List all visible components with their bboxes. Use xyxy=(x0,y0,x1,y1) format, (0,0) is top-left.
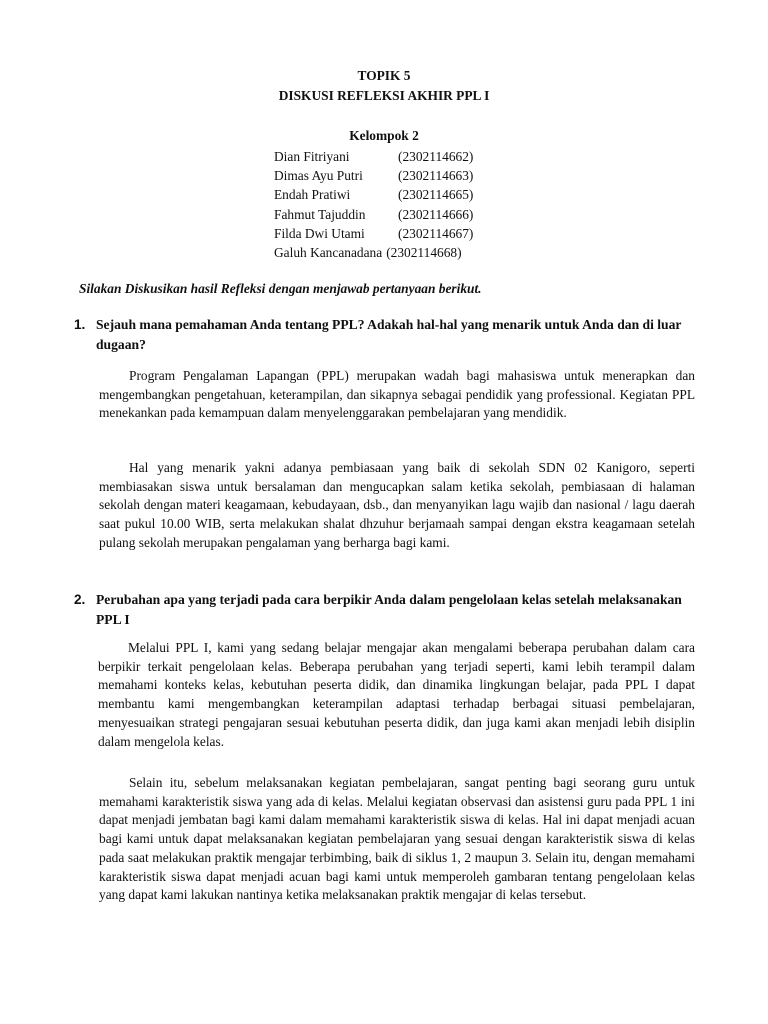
instruction-text: Silakan Diskusikan hasil Refleksi dengan menjawab pertanyaan berikut. xyxy=(79,281,482,296)
member-id: (2302114662) xyxy=(398,149,474,164)
member-name: Galuh Kancanadana xyxy=(274,245,383,261)
member-name: Fahmut Tajuddin xyxy=(274,206,366,222)
member-name: Dian Fitriyani xyxy=(274,149,350,164)
member-row xyxy=(274,166,473,185)
member-name: Dimas Ayu Putri xyxy=(274,168,363,184)
member-row xyxy=(274,185,473,204)
answer-paragraph: Selain itu, sebelum melaksanakan kegiatan pembelajaran, sangat penting bagi seorang guru untuk memahami karakteristik siswa yang ada di kelas. Melalui kegiatan observasi dan asistensi guru pada PPL 1 ini dapat menjadi jembatan bagi kami dalam memahami karakteristik siswa di kelas. Hal ini dapat menjadi acuan bagi kami untuk dapat melaksanakan kegiatan pembelajaran yang sesuai dengan karakteristik siswa di kelas pada saat melakukan praktik mengajar terbimbing, baik di siklus 1, 2 maupun 3. Selain itu, dengan memahami karakteristik siswa dapat menjadi acuan bagi kami untuk memperoleh gambaran tentang pengelolaan kelas yang dapat kami lakukan nantinya ketika melaksanakan praktik mengajar di kelas tersebut. xyxy=(99,775,695,903)
member-row xyxy=(274,224,473,243)
group-label: Kelompok 2 xyxy=(349,128,419,143)
member-name: Filda Dwi Utami xyxy=(274,225,365,241)
document-header xyxy=(0,66,768,106)
member-name: Endah Pratiwi xyxy=(274,187,351,203)
member-id: (2302114663) xyxy=(398,168,474,184)
page-title: DISKUSI REFLEKSI AKHIR PPL I xyxy=(278,88,490,103)
answer-paragraph: Program Pengalaman Lapangan (PPL) merupakan wadah bagi mahasiswa untuk menerapkan dan mengembangkan pengetahuan, keterampilan, dan sikapnya sebagai pendidik yang professional. Kegiatan PPL menekankan pada kemampuan dalam menyelenggarakan pembelajaran yang mendidik. xyxy=(99,368,695,421)
member-id: (2302114667) xyxy=(398,225,474,241)
member-id: (2302114666) xyxy=(398,206,474,222)
question-2 xyxy=(74,590,694,630)
answer-paragraph: Hal yang menarik yakni adanya pembiasaan yang baik di sekolah SDN 02 Kanigoro, seperti membiasakan siswa untuk bersalaman dan mengucapkan salam ketika sekolah, pembiasaan di halaman sekolah dengan materi keagamaan, kebudayaan, dsb., dan menyanyikan lagu wajib dan nasional / lagu daerah saat pukul 10.00 WIB, serta melakukan shalat dhzuhur berjamaah sampai dengan ekstra keagamaan setelah pulang sekolah merupakan pengalaman yang berharga bagi kami. xyxy=(99,460,695,550)
member-id: (2302114668) xyxy=(386,245,462,261)
member-row xyxy=(274,147,473,166)
member-row xyxy=(274,205,473,224)
member-list xyxy=(274,147,473,262)
question-text: Perubahan apa yang terjadi pada cara berpikir Anda dalam pengelolaan kelas setelah melaksanakan PPL I xyxy=(96,592,682,627)
answer-paragraph: Melalui PPL I, kami yang sedang belajar mengajar akan mengalami beberapa perubahan dalam cara berpikir terkait pengelolaan kelas. Beberapa perubahan yang terjadi seperti, kami lebih terampil dalam memahami konteks kelas, kebutuhan peserta didik, dan dinamika lingkungan belajar, pada PPL I dapat membantu kami mengembangkan keterampilan adaptasi terhadap berbagai situasi pembelajaran, menyesuaikan strategi pengajaran sesuai kebutuhan peserta didik, dan juga kami akan menjadi lebih disiplin dalam mengelola kelas. xyxy=(98,640,695,749)
question-1 xyxy=(74,315,694,355)
question-text: Sejauh mana pemahaman Anda tentang PPL? Adakah hal-hal yang menarik untuk Anda dan di luar dugaan? xyxy=(96,317,682,352)
member-row xyxy=(274,243,473,262)
question-number: 1. xyxy=(74,317,86,332)
question-number: 2. xyxy=(74,592,86,607)
topic-heading: TOPIK 5 xyxy=(357,68,411,83)
member-id: (2302114665) xyxy=(398,187,474,203)
